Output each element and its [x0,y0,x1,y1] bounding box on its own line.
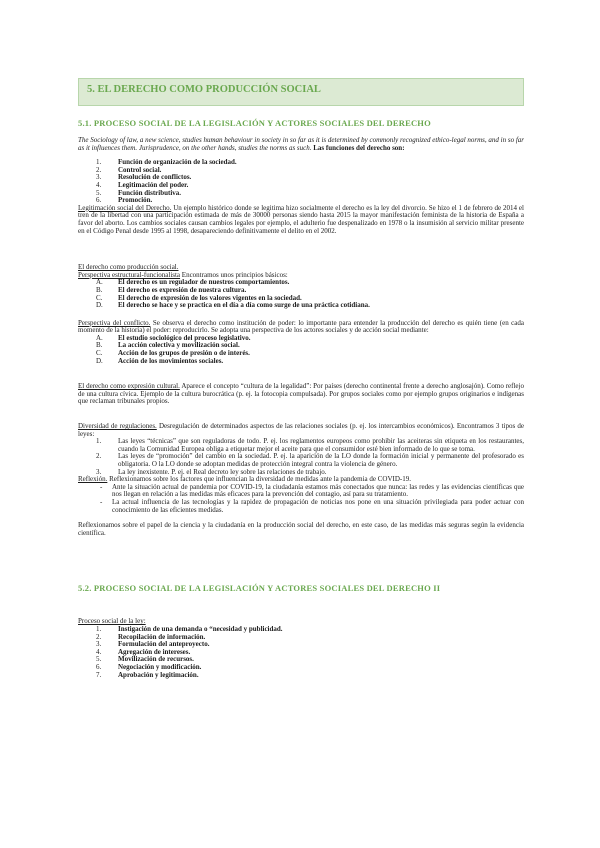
spacer [78,242,524,264]
reflexion-bullets [78,484,524,514]
list-item: 5. Movilización de recursos. [96,655,194,664]
spacer [78,365,524,383]
document-content [78,78,524,679]
legitimacion-lead: Legitimación social del Derecho. [78,203,172,212]
list-item: C. El derecho de expresión de los valores vigentes en la sociedad. [96,293,302,302]
legitimacion-paragraph: Legitimación social del Derecho. Un ejemplo histórico donde se legitima hizo socialmente el derecho es la ley del divorcio. Se hizo el 1 de febrero de 2014 el tren de la libertad con una participación estimada de más de 30000 personas siendo hasta 2015 la mayor manifestación feminista de la historia de España a favor del aborto. Los cambios sociales causan cambios legales por ejemplo, el adulterio fue despenalizado en 1978 o la insumisión al servicio militar presente en el Código Penal desde 1995 al 1998, desapareciendo definitivamente el delito en el 2002. [78,203,524,235]
heading-5-2: 5.2. PROCESO SOCIAL DE LA LEGISLACIÓN Y ACTORES SOCIALES DEL DERECHO II [78,583,441,594]
list-item: 3. Formulación del anteproyecto. [96,640,210,649]
list-item: A. El estudio sociológico del proceso legislativo. [96,333,251,342]
estructural-lead: Perspectiva estructural-funcionalista [78,270,181,279]
conflicto-lead: Perspectiva del conflicto. [78,318,151,327]
principios-list [78,279,524,309]
acciones-list [78,335,524,365]
list-item: B. La acción colectiva y movilización social. [96,341,240,350]
list-item: 6. Promoción. [96,196,153,205]
list-item: 6. Negociación y modificación. [96,662,202,671]
heading-5-1: 5.1. PROCESO SOCIAL DE LA LEGISLACIÓN Y ACTORES SOCIALES DEL DERECHO [78,118,431,128]
proceso-title: Proceso social de la ley: [78,617,146,626]
banner-title: 5. EL DERECHO COMO PRODUCCIÓN SOCIAL [87,84,321,95]
section-banner [78,78,524,106]
bullet-item: - La actual influencia de las tecnologías y la rapidez de propagación de noticias nos pone en una situación privilegiada para poder actuar con conocimiento de las eficientes medidas. [100,497,524,514]
list-item: 1. Instigación de una demanda o “necesidad y publicidad. [96,624,283,633]
list-item: C. Acción de los grupos de presión o de interés. [96,349,250,358]
list-item: 5. Función distributiva. [96,188,182,197]
conflicto-paragraph: Perspectiva del conflicto. Se observa el derecho como institución de poder: lo importante para entender la producción del derecho es quién tiene (en cada momento de la historia) el poder: reproducirlo. Se adopta una perspectiva de los actores sociales y de acción social mediante: [78,318,524,335]
cultural-paragraph: El derecho como expresión cultural. Aparece el concepto “cultura de la legalidad”: Por países (derecho continental frente a derecho anglosajón). Como reflejo de una cultura cívica. Ejemplo de la cultura burocrática (p. ej. la fotocopia compulsada). Por grupos sociales como por ejemplo grupos originarios e indígenas que reclaman tribunales propios. [78,382,524,406]
list-item: D. Acción de los movimientos sociales. [96,356,224,365]
regulaciones-paragraph: Diversidad de regulaciones. Desregulación de determinados aspectos de las relaciones sociales (p. ej. los intercambios económicos). Encontramos 3 tipos de leyes: [78,422,524,438]
reflexion-final-paragraph: Reflexionamos sobre el papel de la ciencia y la ciudadanía en la producción social del derecho, en este caso, de las medidas más seguras según la evidencia científica. [78,521,524,537]
list-item: D. El derecho se hace y se practica en el día a día como surge de una práctica cotidiana. [96,301,370,310]
spacer [78,602,524,618]
list-item: 4. Agregación de intereses. [96,647,191,656]
spacer [78,544,524,584]
list-item: 1. Función de organización de la sociedad. [96,158,237,167]
list-item: 7. Aprobación y legitimación. [96,670,199,679]
intro-quote: The Sociology of law, a new science, studies human behaviour in society in so far as it is determined by commonly recognized ethico-legal norms, and in so far as it influences them. Jurisprudence, on the other hands, studies the norms as such. [78,136,524,152]
intro-paragraph [78,137,524,152]
bullet-item: - Ante la situación actual de pandemia por COVID-19, la ciudadanía estamos más conectados que nunca: las redes y las evidencias científicas que nos llegan en relación a las medidas más eficaces para la prevención del contagio, así para su tratamiento. [100,482,524,499]
regulaciones-lead: Diversidad de regulaciones. [78,422,157,431]
produccion-title: El derecho como producción social. [78,263,179,272]
cultural-lead: El derecho como expresión cultural. [78,382,180,391]
list-item: 1. Las leyes “técnicas” que son reguladoras de todo. P. ej. los reglamentos europeos como prohibir las aceiteras sin etiqueta en los restaurantes, cuando la Comunidad Europea obliga a etiquetar mejor el aceite para que el consumidor esté bien informado de lo que se toma. [96,437,524,453]
list-item: 2. Recopilación de información. [96,632,206,641]
estructural-paragraph: Perspectiva estructural-funcionalista Encontramos unos principios básicos: [78,270,288,279]
reflexion-lead: Reflexión. [78,475,108,484]
list-item: 2. Control social. [96,165,162,174]
list-item: 4. Legitimación del poder. [96,180,189,189]
reflexion-paragraph: Reflexión. Reflexionamos sobre los factores que influencian la diversidad de medidas ante la pandemia de COVID-19. [78,475,411,484]
functions-list [78,159,524,205]
list-item: 3. La ley inexistente. P. ej. el Real decreto ley sobre las relaciones de trabajo. [96,467,327,476]
list-item: 2. Las leyes de “promoción” del cambio en la sociedad. P. ej. la aparición de la LO donde la formación inicial y permanente del profesorado es obligatoria. O la LO donde se adoptan medidas de protección integral contra la violencia de género. [96,452,524,468]
list-item: B. El derecho es expresión de nuestra cultura. [96,285,247,294]
list-item: A. El derecho es un regulador de nuestros comportamientos. [96,278,290,287]
functions-lead: Las funciones del derecho son: [313,143,405,152]
proceso-steps-list [78,626,524,679]
leyes-list [78,438,524,476]
list-item: 3. Resolución de conflictos. [96,173,192,182]
